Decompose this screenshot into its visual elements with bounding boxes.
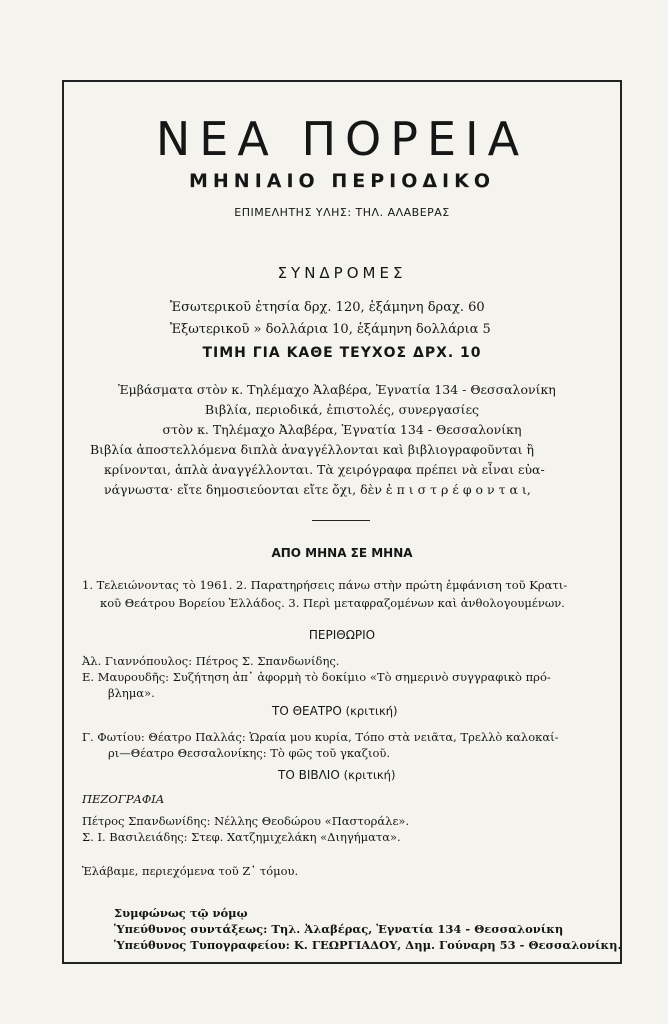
theatre-heading: ΤΟ ΘΕΑΤΡΟ xyxy=(272,704,342,718)
contents-line: 1. Τελειώνοντας τὸ 1961. 2. Παρατηρήσεις πάνω στὴν πρώτη ἐμφάνιση τοῦ Κρατι- xyxy=(82,578,568,592)
notice-line: κρίνονται, ἁπλὰ ἀναγγέλλονται. Τὰ χειρόγραφα πρέπει νὰ εἶναι εὐα- xyxy=(104,462,545,477)
notice-line: Ἐμβάσματα στὸν κ. Τηλέμαχο Ἀλαβέρα, Ἐγνατία 134 - Θεσσαλονίκη xyxy=(118,382,556,397)
notice-line: στὸν κ. Τηλέμαχο Ἀλαβέρα, Ἐγνατία 134 - Θεσσαλονίκη xyxy=(162,422,522,437)
issue-price: ΤΙΜΗ ΓΙΑ ΚΑΘΕ ΤΕΥΧΟΣ ΔΡΧ. 10 xyxy=(202,345,482,361)
section-heading-margin: ΠΕΡΙΘΩΡΙΟ xyxy=(308,628,376,642)
contents-line: βλημα». xyxy=(108,686,155,700)
magazine-subtitle: ΜΗΝΙΑΙΟ ΠΕΡΙΟΔΙΚΟ xyxy=(189,170,495,192)
contents-line: Ε. Μαυρουδῆς: Συζήτηση ἀπ᾽ ἀφορμὴ τὸ δοκίμιο «Τὸ σημερινὸ συγγραφικὸ πρό- xyxy=(82,670,551,684)
editor-line: ΕΠΙΜΕΛΗΤΗΣ ΥΛΗΣ: ΤΗΛ. ΑΛΑΒΕΡΑΣ xyxy=(234,206,450,219)
domestic-subscription: Ἐσωτερικοῦ ἐτησία δρχ. 120, ἑξάμηνη δραχ. 60 xyxy=(170,300,485,315)
prose-heading: ΠΕΖΟΓΡΑΦΙΑ xyxy=(82,792,165,806)
section-heading-month: ΑΠΟ ΜΗΝΑ ΣΕ ΜΗΝΑ xyxy=(271,546,413,560)
contents-line: κοῦ Θεάτρου Βορείου Ἑλλάδος. 3. Περὶ μεταφραζομένων καὶ ἀνθολογουμένων. xyxy=(100,596,565,610)
magazine-title: ΝΕΑ ΠΟΡΕΙΑ xyxy=(155,112,529,166)
section-divider xyxy=(312,520,370,521)
theatre-note: (κριτική) xyxy=(345,704,398,718)
notice-line: Βιβλία ἀποστελλόμενα διπλὰ ἀναγγέλλονται καὶ βιβλιογραφοῦνται ἢ xyxy=(90,442,535,457)
contents-line: Ἀλ. Γιαννόπουλος: Πέτρος Σ. Σπανδωνίδης. xyxy=(82,654,340,668)
notice-line: Βιβλία, περιοδικά, ἐπιστολές, συνεργασίες xyxy=(204,402,480,417)
contents-line: ρι—Θέατρο Θεσσαλονίκης: Τὸ φῶς τοῦ γκαζιοῦ. xyxy=(108,746,391,760)
foreign-subscription: Ἐξωτερικοῦ » δολλάρια 10, ἑξάμηνη δολλάρια 5 xyxy=(170,322,491,337)
book-heading: ΤΟ ΒΙΒΛΙΟ xyxy=(278,768,340,782)
footer-editor: Ὑπεύθυνος συντάξεως: Τηλ. Ἀλαβέρας, Ἐγνατία 134 - Θεσσαλονίκη xyxy=(114,922,564,936)
notice-line: νάγνωστα· εἴτε δημοσιεύονται εἴτε ὄχι, δὲν ἐ π ι σ τ ρ έ φ ο ν τ α ι, xyxy=(104,482,531,497)
footer-printer: Ὑπεύθυνος Τυπογραφείου: Κ. ΓΕΩΡΓΙΑΔΟΥ, Δημ. Γούναρη 53 - Θεσσαλονίκη. xyxy=(114,938,622,952)
received-line: Ἐλάβαμε, περιεχόμενα τοῦ Ζ᾽ τόμου. xyxy=(82,864,299,878)
book-note: (κριτική) xyxy=(343,768,396,782)
section-heading-book xyxy=(278,768,395,782)
subscriptions-heading: ΣΥΝΔΡΟΜΕΣ xyxy=(277,264,407,282)
contents-line: Σ. Ι. Βασιλειάδης: Στεφ. Χατζημιχελάκη «Διηγήματα». xyxy=(82,830,401,844)
contents-line: Γ. Φωτίου: Θέατρο Παλλάς: Ὡραία μου κυρία, Τόπο στὰ νειᾶτα, Τρελλὸ καλοκαί- xyxy=(82,730,559,744)
section-heading-theatre xyxy=(272,704,398,718)
footer-law: Συμφώνως τῷ νόμῳ xyxy=(114,906,248,920)
contents-line: Πέτρος Σπανδωνίδης: Νέλλης Θεοδώρου «Παστοράλε». xyxy=(82,814,410,828)
